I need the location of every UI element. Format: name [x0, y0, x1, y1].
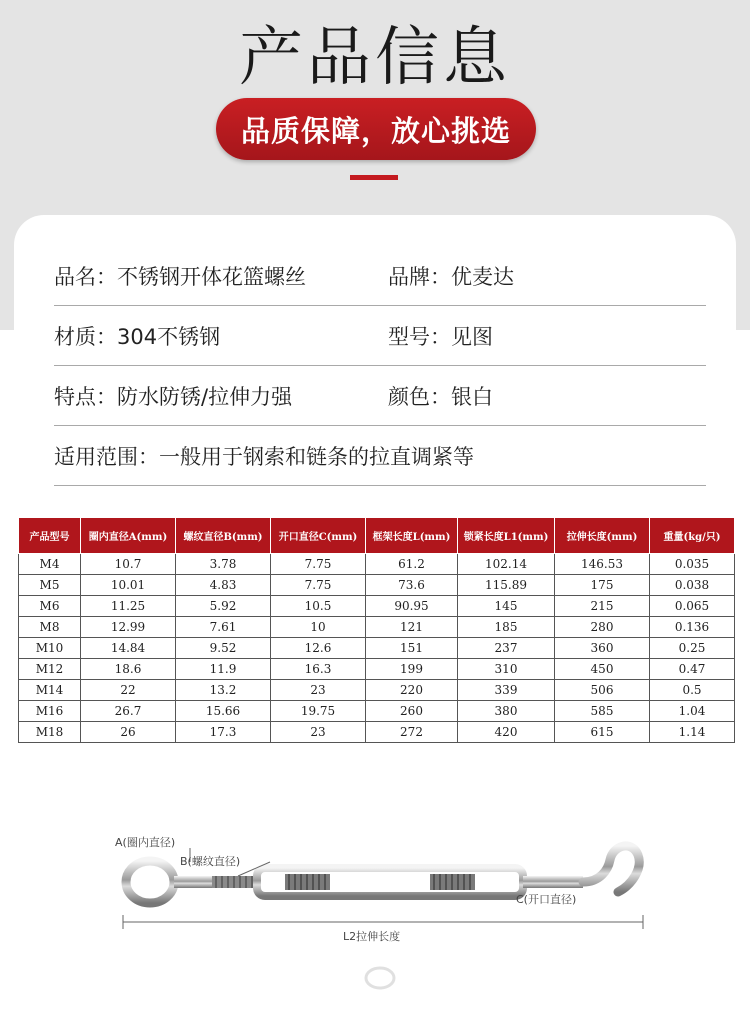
- product-name: 品名：不锈钢开体花篮螺丝: [54, 264, 306, 289]
- table-row: [19, 638, 735, 659]
- table-cell: 615: [555, 722, 650, 743]
- table-cell: 220: [366, 680, 458, 701]
- frame-body-icon: [257, 868, 523, 896]
- table-cell: 7.61: [176, 617, 271, 638]
- label-inner-diameter: A(圈内直径): [115, 836, 176, 849]
- product-material: 材质：304不锈钢: [54, 324, 221, 349]
- table-header-cell: 框架长度L(mm): [366, 518, 458, 554]
- table-row: [19, 701, 735, 722]
- model-cell: M14: [19, 680, 81, 701]
- table-cell: 280: [555, 617, 650, 638]
- info-row: [54, 246, 706, 306]
- table-cell: 9.52: [176, 638, 271, 659]
- table-cell: 13.2: [176, 680, 271, 701]
- table-cell: 5.92: [176, 596, 271, 617]
- model-cell: M6: [19, 596, 81, 617]
- product-color: 颜色：银白: [388, 384, 493, 409]
- table-cell: 11.9: [176, 659, 271, 680]
- table-cell: 10.01: [81, 575, 176, 596]
- product-brand: 品牌：优麦达: [388, 264, 514, 289]
- thread-left-icon: [212, 876, 257, 888]
- table-cell: 18.6: [81, 659, 176, 680]
- table-cell: 175: [555, 575, 650, 596]
- table-cell: 90.95: [366, 596, 458, 617]
- table-cell: 146.53: [555, 554, 650, 575]
- table-cell: 0.065: [650, 596, 735, 617]
- table-header-cell: 产品型号: [19, 518, 81, 554]
- table-cell: 151: [366, 638, 458, 659]
- model-cell: M5: [19, 575, 81, 596]
- table-header-cell: 重量(kg/只): [650, 518, 735, 554]
- table-cell: 506: [555, 680, 650, 701]
- page-title: 产品信息: [239, 21, 511, 95]
- table-row: [19, 554, 735, 575]
- table-cell: 1.04: [650, 701, 735, 722]
- label-stretch-length: L2拉伸长度: [343, 930, 401, 943]
- table-header-cell: 螺纹直径B(mm): [176, 518, 271, 554]
- product-model: 型号：见图: [388, 324, 493, 349]
- table-cell: 310: [458, 659, 555, 680]
- model-cell: M18: [19, 722, 81, 743]
- model-cell: M12: [19, 659, 81, 680]
- table-cell: 360: [555, 638, 650, 659]
- table-cell: 272: [366, 722, 458, 743]
- model-cell: M4: [19, 554, 81, 575]
- model-cell: M8: [19, 617, 81, 638]
- spec-table: [18, 517, 735, 743]
- table-cell: 0.47: [650, 659, 735, 680]
- shackle-icon: [366, 968, 394, 988]
- table-cell: 0.25: [650, 638, 735, 659]
- table-cell: 7.75: [271, 554, 366, 575]
- table-cell: 14.84: [81, 638, 176, 659]
- table-cell: 11.25: [81, 596, 176, 617]
- turnbuckle-diagram: [80, 800, 680, 990]
- info-row: [54, 426, 706, 486]
- table-cell: 10: [271, 617, 366, 638]
- product-usage: 适用范围：一般用于钢索和链条的拉直调紧等: [54, 444, 474, 469]
- table-cell: 23: [271, 680, 366, 701]
- product-info-card: [14, 215, 736, 535]
- table-cell: 185: [458, 617, 555, 638]
- table-cell: 12.99: [81, 617, 176, 638]
- table-cell: 380: [458, 701, 555, 722]
- label-opening-diameter: C(开口直径): [516, 893, 577, 906]
- table-cell: 339: [458, 680, 555, 701]
- table-cell: 237: [458, 638, 555, 659]
- table-cell: 16.3: [271, 659, 366, 680]
- table-cell: 7.75: [271, 575, 366, 596]
- table-cell: 260: [366, 701, 458, 722]
- table-cell: 1.14: [650, 722, 735, 743]
- table-cell: 4.83: [176, 575, 271, 596]
- table-cell: 199: [366, 659, 458, 680]
- table-cell: 0.5: [650, 680, 735, 701]
- table-cell: 26: [81, 722, 176, 743]
- table-cell: 102.14: [458, 554, 555, 575]
- table-row: [19, 680, 735, 701]
- table-cell: 3.78: [176, 554, 271, 575]
- table-cell: 22: [81, 680, 176, 701]
- table-row: [19, 722, 735, 743]
- table-cell: 0.038: [650, 575, 735, 596]
- table-cell: 12.6: [271, 638, 366, 659]
- accent-divider: [350, 175, 398, 180]
- table-cell: 420: [458, 722, 555, 743]
- table-cell: 61.2: [366, 554, 458, 575]
- table-cell: 23: [271, 722, 366, 743]
- info-row: [54, 366, 706, 426]
- table-header-cell: 圈内直径A(mm): [81, 518, 176, 554]
- table-header-cell: 拉伸长度(mm): [555, 518, 650, 554]
- model-cell: M10: [19, 638, 81, 659]
- table-cell: 585: [555, 701, 650, 722]
- table-cell: 215: [555, 596, 650, 617]
- table-row: [19, 575, 735, 596]
- table-cell: 450: [555, 659, 650, 680]
- table-header-cell: 锁紧长度L1(mm): [458, 518, 555, 554]
- table-cell: 10.5: [271, 596, 366, 617]
- hook-end-icon: [523, 846, 639, 892]
- table-cell: 26.7: [81, 701, 176, 722]
- table-cell: 0.136: [650, 617, 735, 638]
- table-cell: 0.035: [650, 554, 735, 575]
- table-cell: 115.89: [458, 575, 555, 596]
- table-row: [19, 659, 735, 680]
- table-row: [19, 596, 735, 617]
- table-cell: 73.6: [366, 575, 458, 596]
- table-body: [19, 554, 735, 743]
- table-cell: 145: [458, 596, 555, 617]
- table-cell: 15.66: [176, 701, 271, 722]
- table-header-cell: 开口直径C(mm): [271, 518, 366, 554]
- product-feature: 特点：防水防锈/拉伸力强: [54, 384, 293, 409]
- table-row: [19, 617, 735, 638]
- table-header-row: [19, 518, 735, 554]
- table-cell: 17.3: [176, 722, 271, 743]
- table-cell: 19.75: [271, 701, 366, 722]
- table-cell: 121: [366, 617, 458, 638]
- slogan-text: 品质保障，放心挑选: [240, 113, 511, 148]
- table-cell: 10.7: [81, 554, 176, 575]
- model-cell: M16: [19, 701, 81, 722]
- slogan-badge: [216, 98, 536, 160]
- label-thread-diameter: B(螺纹直径): [180, 855, 241, 868]
- info-row: [54, 306, 706, 366]
